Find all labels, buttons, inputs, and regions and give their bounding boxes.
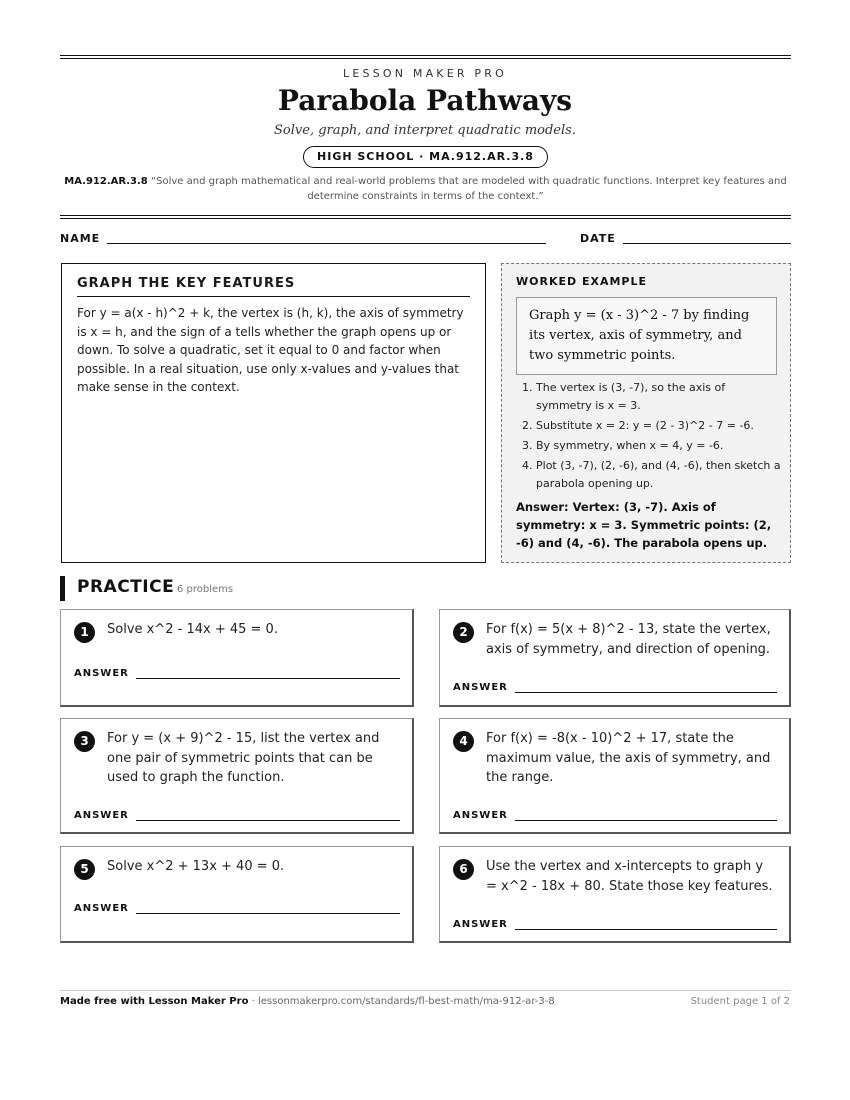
key-features-title: GRAPH THE KEY FEATURES (77, 276, 470, 297)
worked-example-title: WORKED EXAMPLE (516, 275, 647, 288)
header-top-rule (60, 55, 791, 59)
level-badge: HIGH SCHOOL · MA.912.AR.3.8 (303, 146, 548, 168)
worked-example-prompt: Graph y = (x - 3)^2 - 7 by finding its vertex, axis of symmetry, and two symmetric points. (516, 297, 777, 375)
practice-count: 6 problems (177, 584, 234, 595)
page-title: Parabola Pathways (277, 84, 573, 117)
answer-label: ANSWER (453, 682, 508, 693)
page-subtitle: Solve, graph, and interpret quadratic models. (274, 123, 576, 138)
problem-number-badge: 1 (74, 622, 95, 643)
problem-text: For y = (x + 9)^2 - 15, list the vertex and one pair of symmetric points that can be used to graph the function. (107, 731, 380, 785)
practice-accent-bar (60, 576, 65, 601)
header-bottom-rule (60, 215, 791, 219)
answer-line[interactable] (515, 692, 777, 693)
answer-line[interactable] (136, 820, 400, 821)
key-features-box (61, 263, 486, 563)
footer-divider (60, 990, 791, 991)
worked-step: 3. By symmetry, when x = 4, y = -6. (522, 439, 724, 452)
problem-number-badge: 3 (74, 731, 95, 752)
footer-page-number: Student page 1 of 2 (690, 996, 790, 1007)
answer-line[interactable] (136, 913, 400, 914)
name-label: NAME (60, 232, 101, 245)
footer-url[interactable]: · lessonmakerpro.com/standards/fl-best-math/ma-912-ar-3-8 (248, 996, 555, 1007)
date-label: DATE (580, 232, 616, 245)
standard-code: MA.912.AR.3.8 (64, 176, 148, 187)
problem-card-5 (60, 846, 414, 943)
worked-step: 1. The vertex is (3, -7), so the axis of symmetry is x = 3. (522, 381, 726, 412)
answer-label: ANSWER (453, 810, 508, 821)
answer-line[interactable] (515, 820, 777, 821)
worked-step: 4. Plot (3, -7), (2, -6), and (4, -6), then sketch a parabola opening up. (522, 459, 781, 490)
name-field[interactable] (107, 243, 546, 244)
answer-label: ANSWER (74, 903, 129, 914)
footer-made-with: Made free with Lesson Maker Pro (60, 996, 249, 1007)
problem-text: Solve x^2 - 14x + 45 = 0. (107, 622, 278, 637)
key-features-text: For y = a(x - h)^2 + k, the vertex is (h, k), the axis of symmetry is x = h, and the sign of a tells whether the graph opens up or down. To solve a quadratic, set it equal to 0 and factor when possible. In a real situation, use only x-values and y-values that make sense in the context. (77, 306, 464, 394)
problem-number-badge: 5 (74, 859, 95, 880)
answer-label: ANSWER (74, 810, 129, 821)
answer-line[interactable] (515, 929, 777, 930)
problem-number-badge: 6 (453, 859, 474, 880)
problem-text: Use the vertex and x-intercepts to graph y = x^2 - 18x + 80. State those key features. (486, 859, 773, 894)
problem-number-badge: 4 (453, 731, 474, 752)
standard-text: “Solve and graph mathematical and real-world problems that are modeled with quadratic functions. Interpret key features and determine constraints in terms of the context.” (150, 176, 787, 202)
problem-card-4 (439, 718, 791, 834)
answer-label: ANSWER (453, 919, 508, 930)
footer-credit (60, 996, 555, 1007)
practice-title: PRACTICE (77, 577, 175, 597)
answer-line[interactable] (136, 678, 400, 679)
problem-text: For f(x) = 5(x + 8)^2 - 13, state the vertex, axis of symmetry, and direction of opening. (486, 622, 771, 657)
standard-description (60, 174, 791, 204)
problem-text: For f(x) = -8(x - 10)^2 + 17, state the maximum value, the axis of symmetry, and the range. (486, 731, 771, 785)
worked-example-box (501, 263, 791, 563)
date-field[interactable] (623, 243, 791, 244)
problem-card-2 (439, 609, 791, 707)
worked-example-steps (522, 379, 782, 495)
answer-label: ANSWER (74, 668, 129, 679)
worked-example-answer: Answer: Vertex: (3, -7). Axis of symmetry: x = 3. Symmetric points: (2, -6) and (4, -6). The parabola opens up. (516, 500, 772, 550)
problem-card-3 (60, 718, 414, 834)
problem-number-badge: 2 (453, 622, 474, 643)
problem-card-1 (60, 609, 414, 707)
problem-text: Solve x^2 + 13x + 40 = 0. (107, 859, 285, 874)
problem-card-6 (439, 846, 791, 943)
brand-name: LESSON MAKER PRO (343, 67, 507, 80)
worked-step: 2. Substitute x = 2: y = (2 - 3)^2 - 7 = -6. (522, 419, 754, 432)
